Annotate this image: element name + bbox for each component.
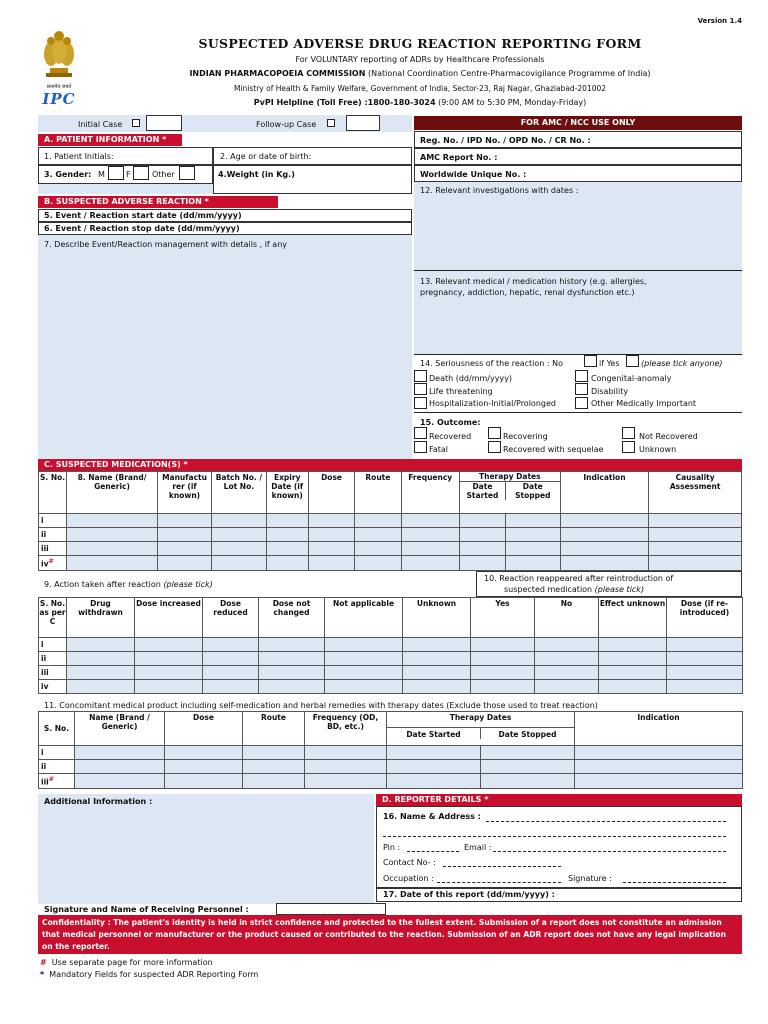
fatal-checkbox[interactable]	[414, 441, 427, 453]
q14-text: 14. Seriousness of the reaction : No	[420, 359, 564, 368]
row-number: iii	[39, 666, 67, 680]
col-batch: Batch No. / Lot No.	[212, 472, 266, 514]
table-row	[39, 556, 742, 571]
occupation-input[interactable]	[437, 882, 561, 883]
gender-other-checkbox[interactable]	[179, 166, 195, 180]
row-number: ii	[39, 760, 75, 774]
q14-tick: (please tick anyone)	[641, 359, 723, 368]
org-line	[140, 69, 700, 78]
form-title: SUSPECTED ADVERSE DRUG REACTION REPORTING FORM	[198, 36, 642, 51]
q14-ifyes: if Yes	[599, 359, 620, 368]
not-recovered-label: Not Recovered	[639, 432, 698, 441]
mandatory-star: *	[162, 135, 167, 144]
seriousness-no-checkbox[interactable]	[584, 355, 597, 367]
additional-info-label: Additional Information :	[44, 797, 153, 806]
col-expiry: Expiry Date (if known)	[266, 472, 308, 514]
col-dose: Dose	[165, 712, 243, 746]
mandatory-star: *	[484, 795, 489, 804]
followup-case-label: Follow-up Case	[256, 120, 317, 129]
initial-case-label: Initial Case	[78, 120, 123, 129]
event-stop-label: 6. Event / Reaction stop date (dd/mm/yyyy)	[44, 224, 240, 233]
col-date-started: Date Started	[387, 728, 481, 739]
disability-checkbox[interactable]	[575, 383, 588, 395]
age-label: 2. Age or date of birth:	[220, 152, 312, 161]
followup-case-field[interactable]	[346, 115, 380, 131]
col-therapy-dates	[459, 472, 560, 514]
col-frequency: Frequency	[401, 472, 459, 514]
weight-label: 4.Weight (in Kg.)	[218, 170, 295, 179]
row-number: i	[39, 746, 75, 760]
outcome-unknown-checkbox[interactable]	[622, 441, 635, 453]
contact-input[interactable]	[443, 866, 561, 867]
reporter-address-input[interactable]	[383, 836, 726, 837]
col-therapy-dates	[387, 712, 575, 746]
hospitalization-checkbox[interactable]	[414, 397, 427, 409]
gender-f-label: F	[126, 170, 131, 179]
row-number: i	[39, 638, 67, 652]
section-c-title: C. SUSPECTED MEDICATION(S)	[44, 460, 181, 469]
row-number: i	[39, 514, 67, 528]
footnote-mark: *	[40, 970, 45, 979]
helpline-hours: (9:00 AM to 5:30 PM, Monday-Friday)	[438, 98, 587, 107]
describe-event-textarea[interactable]	[38, 250, 412, 460]
row-number	[39, 774, 75, 789]
concomitant-table	[38, 711, 743, 789]
row-number: iii	[39, 542, 67, 556]
ncc-header: FOR AMC / NCC USE ONLY	[414, 116, 742, 130]
col-dose-not-changed: Dose not changed	[259, 598, 325, 638]
table-row	[39, 528, 742, 542]
col-name: 8. Name (Brand/ Generic)	[67, 472, 158, 514]
col-sno: S. No.	[39, 472, 67, 514]
ipc-logo-text: IPC	[42, 90, 76, 108]
footnote-text: Mandatory Fields for suspected ADR Reporting Form	[49, 970, 259, 979]
recovering-label: Recovering	[503, 432, 548, 441]
table-row	[39, 774, 743, 789]
receiving-personnel-field[interactable]	[276, 903, 386, 915]
outcome-unknown-label: Unknown	[639, 445, 677, 454]
signature-label: Signature :	[568, 874, 612, 883]
section-a-header	[38, 134, 182, 146]
life-threatening-checkbox[interactable]	[414, 383, 427, 395]
col-sno: S. No.	[39, 712, 75, 746]
contact-label: Contact No- :	[383, 858, 436, 867]
col-unknown: Unknown	[403, 598, 471, 638]
q11-label: 11. Concomitant medical product including self-medication and herbal remedies with therapy dates (Exclude those used to treat reaction)	[44, 701, 598, 710]
death-label: Death (dd/mm/yyyy)	[429, 374, 513, 383]
org-address: Ministry of Health & Family Welfare, Government of India, Sector-23, Raj Nagar, Ghaziabad-201002	[233, 84, 607, 93]
col-no: No	[535, 598, 599, 638]
q10-text: suspected medication	[504, 585, 593, 594]
col-causality: Causality Assessment	[649, 472, 742, 514]
initial-case-checkbox[interactable]	[132, 119, 140, 127]
hash-mark: #	[48, 558, 54, 565]
footnote-text: Use separate page for more information	[51, 958, 213, 967]
seriousness-yes-checkbox[interactable]	[626, 355, 639, 367]
q15-label: 15. Outcome:	[420, 418, 481, 427]
col-yes: Yes	[471, 598, 535, 638]
congenital-checkbox[interactable]	[575, 370, 588, 382]
reg-no-label: Reg. No. / IPD No. / OPD No. / CR No. :	[420, 136, 591, 145]
reporter-name-label: 16. Name & Address :	[383, 812, 481, 821]
section-b-header	[38, 196, 278, 208]
recovered-label: Recovered	[429, 432, 472, 441]
section-d-title: D. REPORTER DETAILS	[382, 795, 482, 804]
email-input[interactable]	[493, 851, 726, 852]
row-number: iv	[39, 680, 67, 694]
row-number-text: iii	[41, 777, 49, 787]
death-checkbox[interactable]	[414, 370, 427, 382]
gender-m-checkbox[interactable]	[108, 166, 124, 180]
q9-text: 9. Action taken after reaction	[44, 580, 161, 589]
pin-input[interactable]	[407, 851, 459, 852]
gender-m-label: M	[98, 170, 105, 179]
org-name: INDIAN PHARMACOPOEIA COMMISSION	[189, 69, 366, 78]
amc-report-label: AMC Report No. :	[420, 153, 498, 162]
row-number: ii	[39, 652, 67, 666]
q10-tick: (please tick)	[594, 585, 645, 594]
pin-label: Pin :	[383, 843, 401, 852]
reporter-name-input[interactable]	[486, 821, 726, 822]
col-date-started: Date Started	[460, 482, 506, 500]
other-important-checkbox[interactable]	[575, 397, 588, 409]
occupation-label: Occupation :	[383, 874, 434, 883]
initial-case-field[interactable]	[146, 115, 182, 131]
action-taken-table	[38, 597, 743, 694]
life-threatening-label: Life threatening	[429, 387, 493, 396]
table-row	[39, 760, 743, 774]
recovered-checkbox[interactable]	[414, 427, 427, 439]
congenital-label: Congenital-anomaly	[591, 374, 672, 383]
event-start-label: 5. Event / Reaction start date (dd/mm/yyyy)	[44, 211, 242, 220]
col-frequency: Frequency (OD, BD, etc.)	[305, 712, 387, 746]
section-b-title: B. SUSPECTED ADVERSE REACTION	[44, 197, 202, 206]
q14-label	[420, 359, 563, 368]
q9-label	[44, 580, 213, 589]
q13-label-1: 13. Relevant medical / medication history (e.g. allergies,	[420, 277, 647, 286]
table-row	[39, 542, 742, 556]
col-manufacturer: Manufactu rer (if known)	[157, 472, 211, 514]
hospitalization-label: Hospitalization-Initial/Prolonged	[429, 399, 556, 408]
footnote-2	[40, 970, 258, 979]
col-route: Route	[355, 472, 401, 514]
confidentiality-notice: Confidentiality : The patient's identity is held in strict confidence and protected to the fullest extent. Submission of a report does not constitute an admission that medical personnel or manufacturer or the product caused or contributed to the reaction. Submission of an ADR report does not have any legal implication on the reporter.	[38, 915, 742, 954]
col-dose-reintroduced: Dose (if re-introduced)	[667, 598, 743, 638]
col-indication: Indication	[560, 472, 649, 514]
table-row	[39, 746, 743, 760]
col-dose: Dose	[308, 472, 354, 514]
table-row	[39, 652, 743, 666]
col-drug-withdrawn: Drug withdrawn	[67, 598, 135, 638]
not-recovered-checkbox[interactable]	[622, 427, 635, 439]
footnote-1	[40, 958, 213, 967]
version-label: Version 1.4	[697, 17, 742, 25]
table-row	[39, 514, 742, 528]
col-not-applicable: Not applicable	[325, 598, 403, 638]
row-number	[39, 556, 67, 571]
col-date-stopped: Date Stopped	[498, 730, 557, 739]
table-row	[39, 638, 743, 652]
disability-label: Disability	[591, 387, 629, 396]
mandatory-star: *	[204, 197, 209, 206]
q13-label-2: pregnancy, addiction, hepatic, renal dysfunction etc.)	[420, 288, 635, 297]
gender-f-checkbox[interactable]	[133, 166, 149, 180]
additional-info-textarea[interactable]	[38, 794, 374, 904]
row-number-text: iv	[41, 559, 49, 569]
describe-event-label: 7. Describe Event/Reaction management with details , if any	[44, 240, 287, 249]
table-row	[39, 680, 743, 694]
helpline	[140, 98, 700, 107]
emblem-logo	[36, 28, 82, 108]
section-d-header	[376, 794, 742, 806]
row-number: ii	[39, 528, 67, 542]
unique-no-label: Worldwide Unique No. :	[420, 170, 527, 179]
subtitle-text: For VOLUNTARY reporting of ADRs by Healthcare Professionals	[295, 55, 545, 64]
investigations-area[interactable]	[414, 182, 742, 270]
col-dose-increased: Dose increased	[135, 598, 203, 638]
followup-case-checkbox[interactable]	[327, 119, 335, 127]
section-a-title: A. PATIENT INFORMATION	[44, 135, 160, 144]
form-subtitle	[140, 55, 700, 64]
col-dose-reduced: Dose reduced	[203, 598, 259, 638]
therapy-dates-label: Therapy Dates	[387, 712, 574, 728]
hash-mark: #	[48, 776, 54, 783]
col-sno-as-per-c: S. No. as per C	[39, 598, 67, 638]
emblem-icon	[36, 28, 82, 88]
col-effect-unknown: Effect unknown	[599, 598, 667, 638]
sequelae-checkbox[interactable]	[488, 441, 501, 453]
report-date-label: 17. Date of this report (dd/mm/yyyy) :	[383, 890, 555, 899]
section-c-header	[38, 459, 742, 471]
gender-label: 3. Gender:	[44, 170, 92, 179]
q12-label: 12. Relevant investigations with dates :	[420, 186, 579, 195]
fatal-label: Fatal	[429, 445, 449, 454]
suspected-medication-table	[38, 471, 742, 571]
q10-label-2	[504, 585, 644, 594]
email-label: Email :	[464, 843, 492, 852]
gender-other-label: Other	[152, 170, 175, 179]
org-sub: (National Coordination Centre-Pharmacovigilance Programme of India)	[367, 69, 651, 78]
receiving-personnel-label: Signature and Name of Receiving Personnel :	[44, 905, 249, 914]
recovering-checkbox[interactable]	[488, 427, 501, 439]
patient-initials-label: 1. Patient Initials:	[44, 152, 114, 161]
col-indication: Indication	[575, 712, 743, 746]
col-name: Name (Brand / Generic)	[75, 712, 165, 746]
q9-tick: (please tick)	[163, 580, 213, 589]
emblem-motto: सत्यमेव जयते	[46, 84, 72, 90]
table-row	[39, 666, 743, 680]
signature-input[interactable]	[623, 882, 726, 883]
other-important-label: Other Medically Important	[591, 399, 697, 408]
helpline-number: PvPI Helpline (Toll Free) :1800-180-3024	[253, 98, 436, 107]
therapy-dates-label: Therapy Dates	[460, 472, 560, 482]
col-date-stopped: Date Stopped	[515, 482, 551, 500]
mandatory-star: *	[183, 460, 188, 469]
col-route: Route	[243, 712, 305, 746]
sequelae-label: Recovered with sequelae	[503, 445, 604, 454]
footnote-mark: #	[40, 958, 47, 967]
q10-label-1: 10. Reaction reappeared after reintroduction of	[484, 574, 674, 583]
